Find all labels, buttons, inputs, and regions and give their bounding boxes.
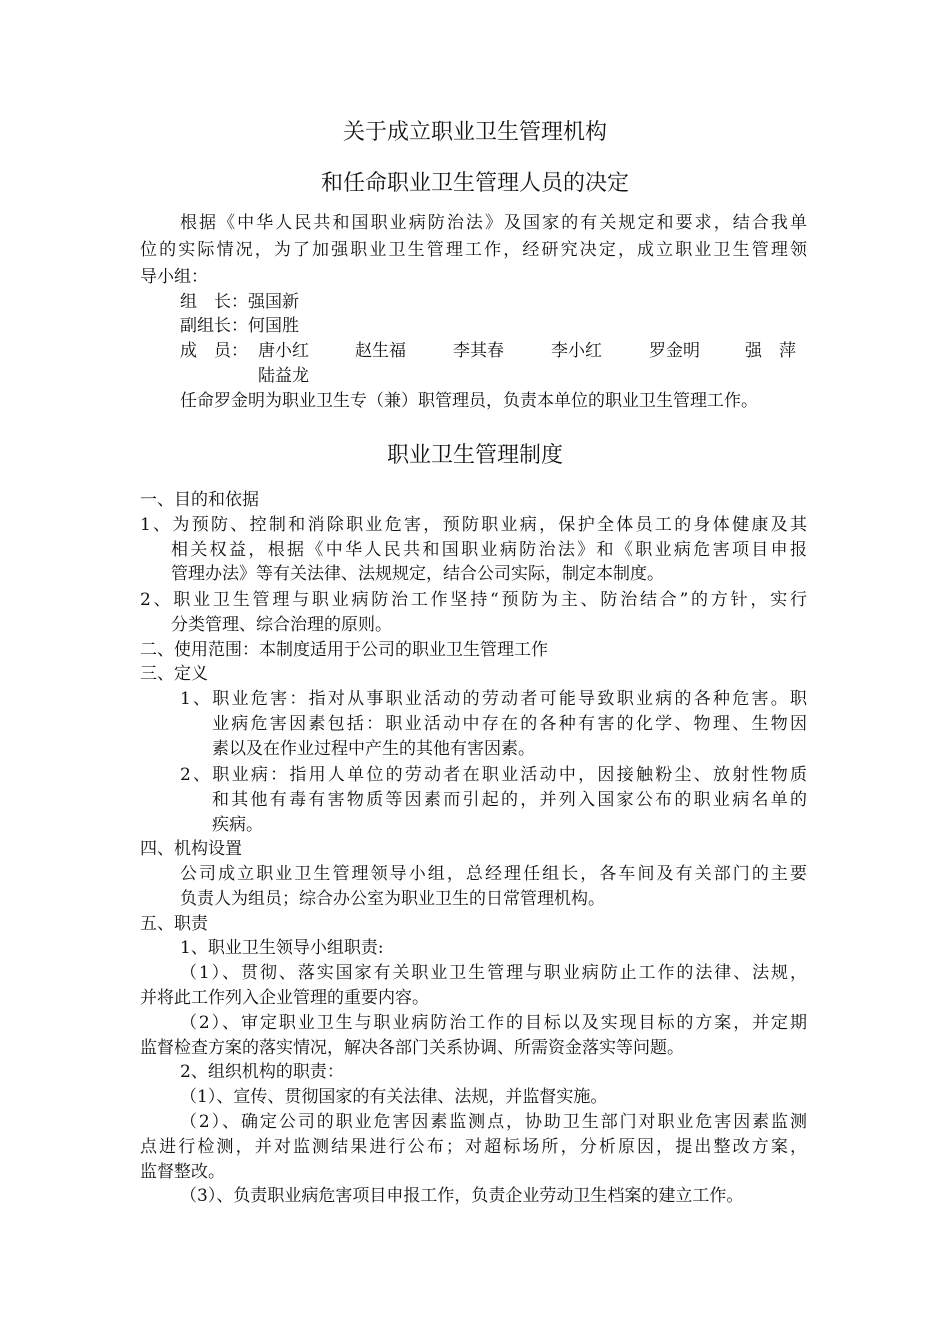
member-name: 李小红 — [551, 341, 602, 361]
section-title: 职业卫生管理制度 — [386, 443, 563, 468]
duty-2c: （3）、负责职业病危害项目申报工作，负责企业劳动卫生档案的建立工作。 — [180, 1186, 744, 1206]
member-name: 赵生福 — [355, 341, 406, 361]
title-line-1: 关于成立职业卫生管理机构 — [342, 120, 607, 145]
intro-line-3: 导小组： — [140, 267, 208, 287]
def-1-line-3: 素以及在作业过程中产生的其他有害因素。 — [212, 739, 535, 759]
intro-line-2: 位的实际情况，为了加强职业卫生管理工作，经研究决定，成立职业卫生管理领 — [140, 240, 807, 260]
para-1-line-2: 相关权益，根据《中华人民共和国职业病防治法》和《职业病危害项目申报 — [171, 540, 807, 560]
heading-purpose: 一、目的和依据 — [140, 490, 259, 510]
member-name: 唐小红 — [258, 341, 309, 361]
def-2-line-1: 2、职业病：指用人单位的劳动者在职业活动中，因接触粉尘、放射性物质 — [180, 765, 807, 785]
deputy-line: 副组长：何国胜 — [180, 316, 299, 336]
member-name: 罗金明 — [649, 341, 700, 361]
duty-2b-line-2: 点进行检测，并对监测结果进行公布；对超标场所，分析原因，提出整改方案， — [140, 1137, 807, 1157]
duty-2a: （1）、宣传、贯彻国家的有关法律、法规，并监督实施。 — [180, 1087, 608, 1107]
org-line-2: 负责人为组员；综合办公室为职业卫生的日常管理机构。 — [180, 889, 605, 909]
duty-1b-line-2: 监督检查方案的落实情况，解决各部门关系协调、所需资金落实等问题。 — [140, 1038, 684, 1058]
duty-2-heading: 2、组织机构的职责： — [180, 1062, 344, 1082]
duty-2b-line-3: 监督整改。 — [140, 1162, 225, 1182]
org-line-1: 公司成立职业卫生管理领导小组，总经理任组长，各车间及有关部门的主要 — [180, 864, 807, 884]
duty-2b-line-1: （2）、确定公司的职业危害因素监测点，协助卫生部门对职业危害因素监测 — [180, 1112, 807, 1132]
para-2-line-1: 2、职业卫生管理与职业病防治工作坚持“预防为主、防治结合”的方针，实行 — [140, 590, 807, 610]
intro-line-1: 根据《中华人民共和国职业病防治法》及国家的有关规定和要求，结合我单 — [180, 213, 807, 233]
appointment-line: 任命罗金明为职业卫生专（兼）职管理员，负责本单位的职业卫生管理工作。 — [180, 391, 758, 411]
def-2-line-3: 疾病。 — [212, 815, 263, 835]
members-label: 成 员： — [180, 341, 248, 361]
duty-1b-line-1: （2）、审定职业卫生与职业病防治工作的目标以及实现目标的方案，并定期 — [180, 1013, 807, 1033]
para-1-line-1: 1、为预防、控制和消除职业危害，预防职业病，保护全体员工的身体健康及其 — [140, 515, 807, 535]
title-line-2: 和任命职业卫生管理人员的决定 — [320, 171, 629, 196]
leader-line: 组 长：强国新 — [180, 292, 299, 312]
member-name: 李其春 — [453, 341, 504, 361]
member-name: 强 萍 — [745, 341, 796, 361]
para-2-line-2: 分类管理、综合治理的原则。 — [171, 615, 392, 635]
heading-duties: 五、职责 — [140, 914, 208, 934]
def-1-line-2: 业病危害因素包括：职业活动中存在的各种有害的化学、物理、生物因 — [212, 714, 807, 734]
heading-scope: 二、使用范围：本制度适用于公司的职业卫生管理工作 — [140, 640, 548, 660]
duty-1a-line-1: （1）、贯彻、落实国家有关职业卫生管理与职业病防止工作的法律、法规， — [180, 963, 807, 983]
duty-1-heading: 1、职业卫生领导小组职责: — [180, 938, 384, 958]
duty-1a-line-2: 并将此工作列入企业管理的重要内容。 — [140, 988, 429, 1008]
def-1-line-1: 1、职业危害：指对从事职业活动的劳动者可能导致职业病的各种危害。职 — [180, 689, 807, 709]
member-name-last: 陆益龙 — [258, 366, 309, 386]
para-1-line-3: 管理办法》等有关法律、法规规定，结合公司实际，制定本制度。 — [171, 564, 664, 584]
def-2-line-2: 和其他有毒有害物质等因素而引起的，并列入国家公布的职业病名单的 — [212, 790, 807, 810]
heading-organization: 四、机构设置 — [140, 839, 242, 859]
heading-definitions: 三、定义 — [140, 664, 208, 684]
